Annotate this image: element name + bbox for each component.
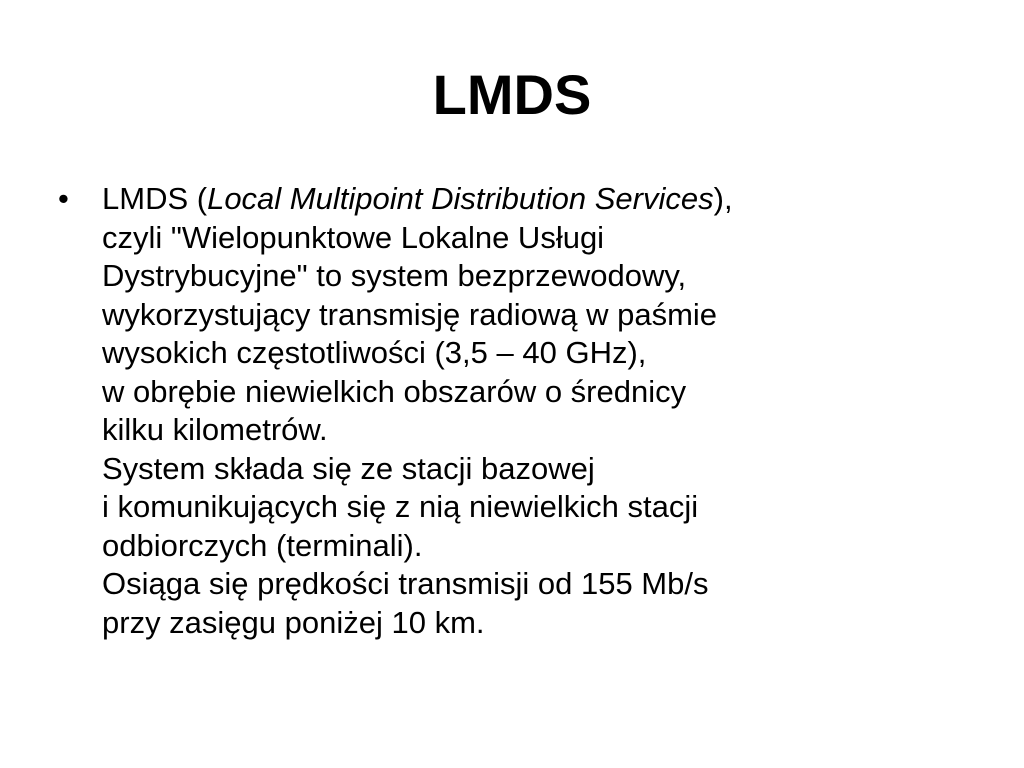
slide-title: LMDS [432, 63, 592, 126]
bullet-line-10: odbiorczych (terminali). [102, 527, 423, 563]
bullet-line-8: System składa się ze stacji bazowej [102, 450, 595, 486]
bullet-list [58, 180, 958, 642]
bullet-line-12: przy zasięgu poniżej 10 km. [102, 604, 485, 640]
bullet-line-7: kilku kilometrów. [102, 412, 328, 447]
bullet-line-1-prefix: LMDS ( [102, 181, 208, 216]
bullet-line-11: Osiąga się prędkości transmisji od 155 Mb/s [102, 566, 709, 601]
bullet-line-5: wysokich częstotliwości (3,5 – 40 GHz), [102, 335, 647, 370]
bullet-icon: • [58, 181, 69, 216]
bullet-line-1-suffix: ), [713, 181, 733, 216]
bullet-line-1 [102, 180, 958, 219]
bullet-item [58, 180, 958, 642]
bullet-line-2: czyli "Wielopunktowe Lokalne Usługi [102, 219, 605, 255]
bullet-line-6: w obrębie niewielkich obszarów o średnicy [102, 373, 687, 409]
bullet-line-4: wykorzystujący transmisję radiową w paśmie [102, 296, 718, 332]
bullet-line-3: Dystrybucyjne" to system bezprzewodowy, [102, 258, 687, 293]
bullet-line-1-italic: Local Multipoint Distribution Services [207, 181, 714, 216]
bullet-line-9: i komunikujących się z nią niewielkich stacji [102, 489, 699, 524]
